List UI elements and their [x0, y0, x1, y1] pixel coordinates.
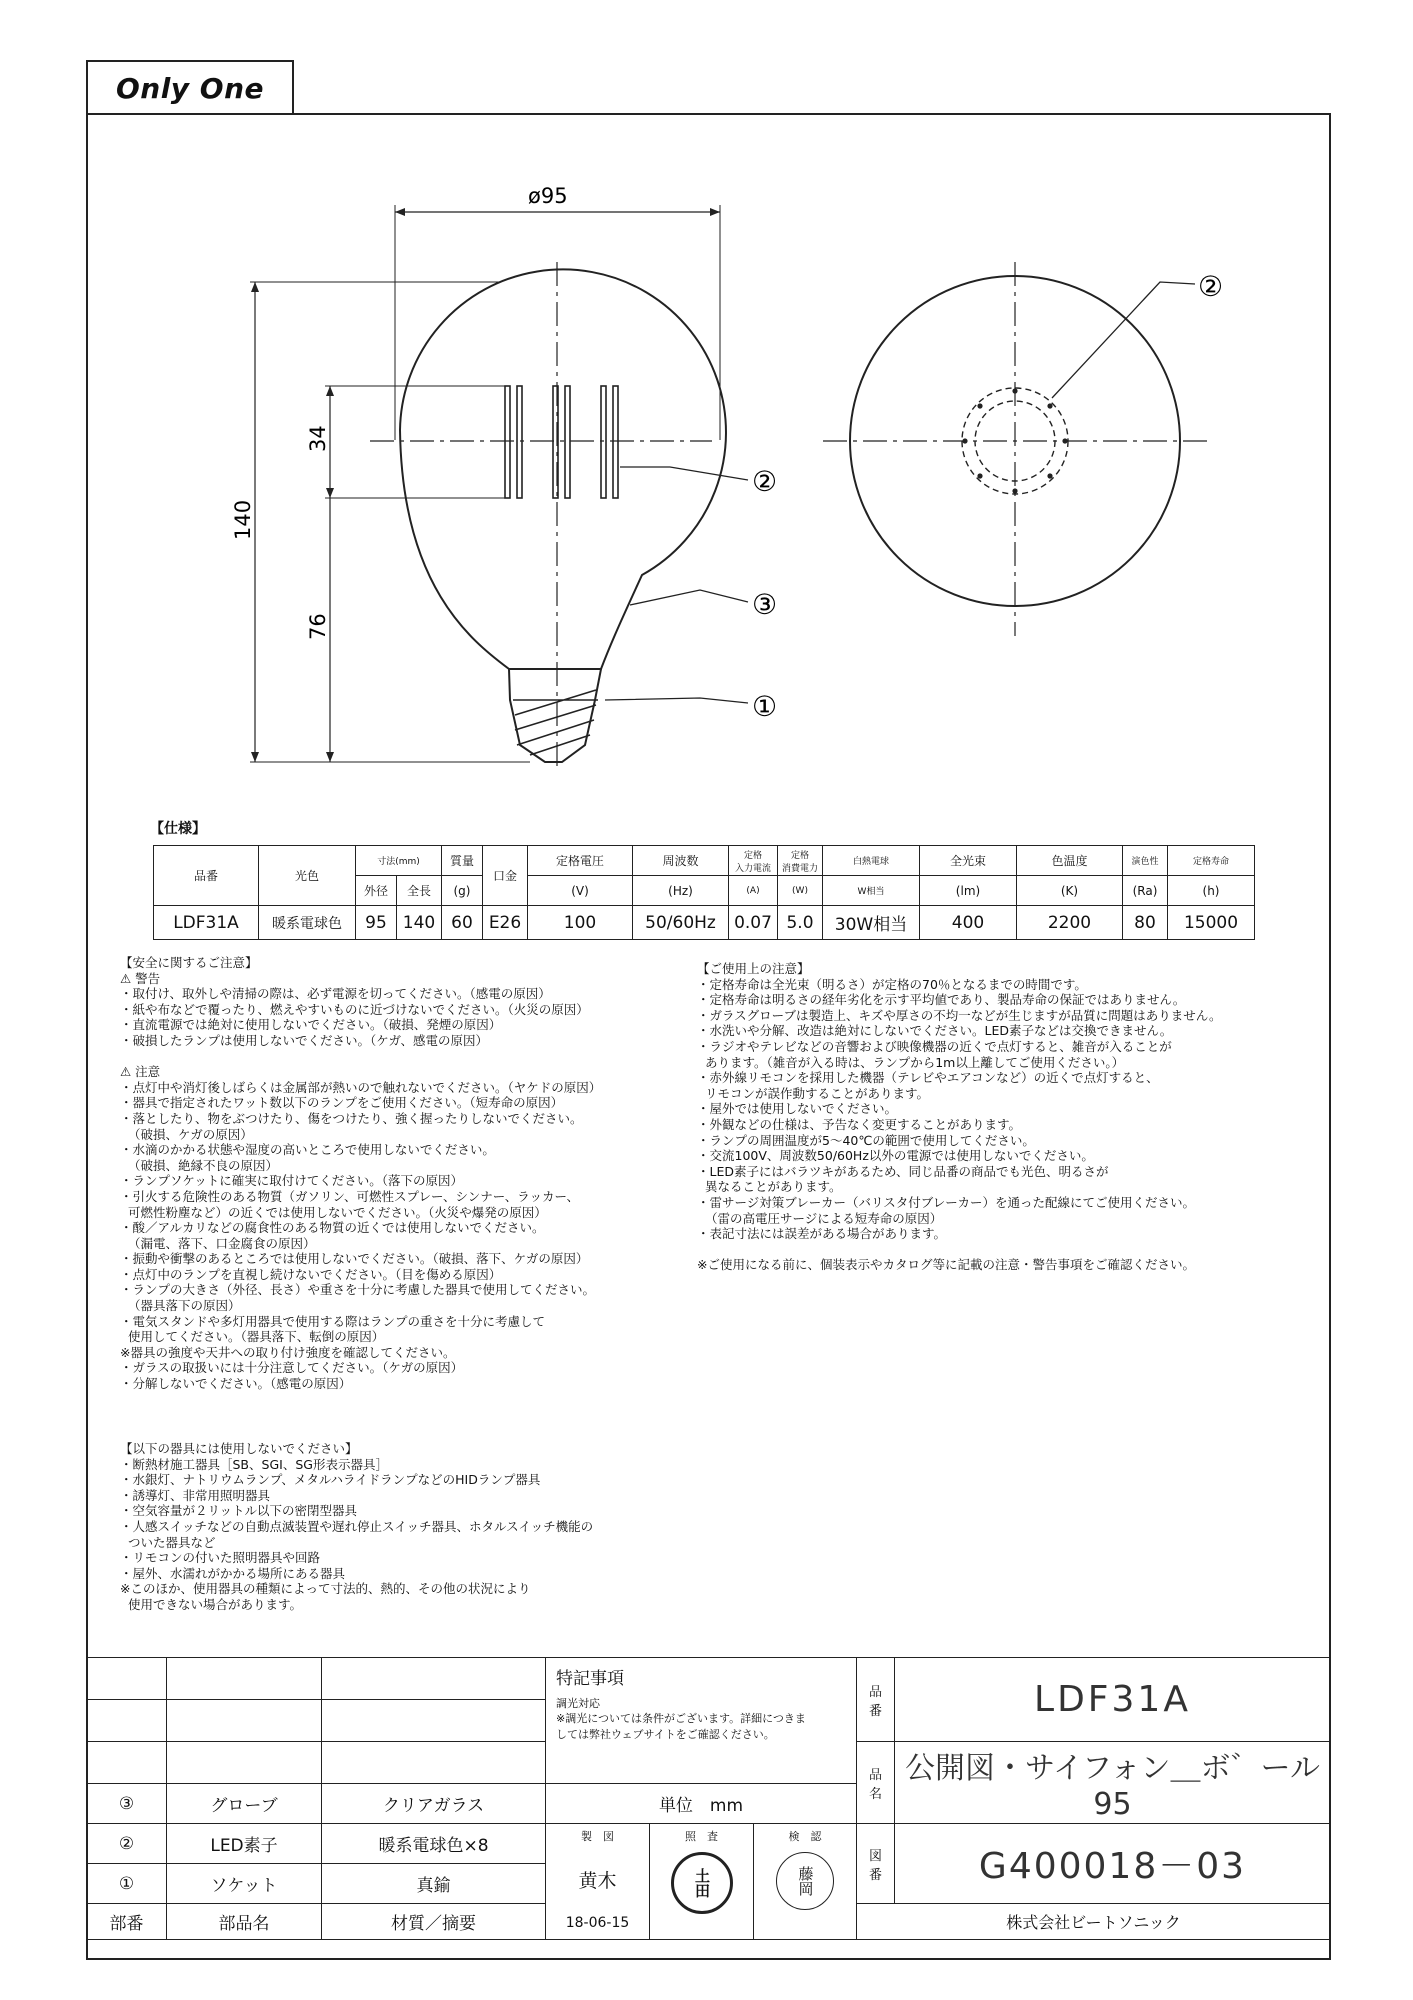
- model-number: LDF31A: [895, 1658, 1331, 1742]
- dim-lower-height: 76: [306, 613, 330, 640]
- hdr-lumen-unit: (lm): [920, 876, 1017, 906]
- model-label: 品 番: [857, 1658, 895, 1742]
- hdr-cri-unit: (Ra): [1123, 876, 1168, 906]
- company-name: 株式会社ビートソニック: [857, 1904, 1331, 1940]
- hdr-power-unit: (W): [778, 876, 823, 906]
- drawing-name: 公開図・サイフォン＿ボ゛ール95: [895, 1742, 1331, 1824]
- special-sub: 調光対応: [556, 1697, 600, 1710]
- approved-cell: [754, 1824, 857, 1940]
- hdr-mass: 質量: [442, 846, 483, 876]
- checked-label: 照 査: [685, 1830, 718, 1843]
- spec-table: [153, 845, 1255, 940]
- drawn-cell: [546, 1824, 650, 1940]
- cell-mass: 60: [442, 906, 483, 940]
- cell-model: LDF31A: [154, 906, 259, 940]
- part-material-1: 真鍮: [322, 1864, 546, 1904]
- part-name-2: LED素子: [167, 1824, 322, 1864]
- cell-cri: 80: [1123, 906, 1168, 940]
- cell-length: 140: [397, 906, 442, 940]
- hdr-life: 定格寿命: [1168, 846, 1255, 876]
- part-no-2: ②: [87, 1824, 167, 1864]
- hdr-freq: 周波数: [633, 846, 729, 876]
- part-name-1: ソケット: [167, 1864, 322, 1904]
- name-label: 品 名: [857, 1742, 895, 1824]
- technical-drawing: [0, 0, 1413, 820]
- cell-power: 5.0: [778, 906, 823, 940]
- callout-1: ①: [752, 690, 778, 723]
- cell-equiv: 30W相当: [823, 906, 920, 940]
- led-filaments: [505, 386, 618, 498]
- hdr-model: 品番: [154, 846, 259, 906]
- part-material-3: クリアガラス: [322, 1784, 546, 1824]
- approved-seal: 藤岡: [776, 1852, 834, 1910]
- spec-title: 【仕様】: [150, 821, 206, 837]
- hdr-current-unit: (A): [729, 876, 778, 906]
- col-part-name: 部品名: [167, 1904, 322, 1940]
- callout-2-top: ②: [1198, 270, 1224, 303]
- dim-total-height: 140: [231, 499, 255, 540]
- brand-logo: Only One: [115, 72, 265, 105]
- prohibited-notes: 【以下の器具には使用しないでください】 ・断熱材施工器具［SB、SGI、SG形表示器具］ ・水銀灯、ナトリウムランプ、メタルハライドランプなどのHIDランプ器具 ・誘導灯、非常用照明器具 ・空気容量が２リットル以下の密閉型器具 ・人感スイッチなどの自動点滅装置や遅れ停止スイッチ器具、ホタルスイッチ機能の ついた器具など ・リモコンの付いた照明器具や回路 ・屋外、水濡れがかかる場所にある器具 ※このほか、使用器具の種類によって寸法的、熱的、その他の状況により 使用できない場合があります。: [120, 1441, 594, 1612]
- part-no-1: ①: [87, 1864, 167, 1904]
- hdr-base: 口金: [483, 846, 528, 906]
- hdr-lumen: 全光束: [920, 846, 1017, 876]
- unit: 単位 mm: [546, 1784, 857, 1824]
- bulb-base: [509, 669, 601, 762]
- hdr-color: 光色: [259, 846, 356, 906]
- dim-filament-height: 34: [306, 425, 330, 452]
- part-name-3: グローブ: [167, 1784, 322, 1824]
- special-title: 特記事項: [556, 1669, 624, 1689]
- hdr-cct-unit: (K): [1017, 876, 1123, 906]
- special-notes: [546, 1658, 857, 1784]
- drawing-number: [895, 1824, 1331, 1904]
- part-material-2: 暖系電球色×8: [322, 1824, 546, 1864]
- hdr-equiv: 白熱電球: [823, 846, 920, 876]
- cell-voltage: 100: [528, 906, 633, 940]
- dim-diameter: ø95: [528, 184, 568, 208]
- hdr-cct: 色温度: [1017, 846, 1123, 876]
- usage-notes: 【ご使用上の注意】 ・定格寿命は全光束（明るさ）が定格の70％となるまでの時間です。 ・定格寿命は明るさの経年劣化を示す平均値であり、製品寿命の保証ではありません。 ・ガラスグローブは製造上、キズや厚さの不均一などが生じますが品質に問題はありません。 ・水洗いや分解、改造は絶対にしないでください。LED素子などは交換できません。 ・ラジオやテレビなどの音響および映像機器の近くで点灯すると、雑音が入ることが あります。（雑音が入る時は、ランプから1m以上離してご使用ください。） ・赤外線リモコンを採用した機器（テレビやエアコンなど）の近くで点灯すると、 リモコンが誤作動することがあります。 ・屋外では使用しないでください。 ・外観などの仕様は、予告なく変更することがあります。 ・ランプの周囲温度が5～40℃の範囲で使用してください。 ・交流100V、周波数50/60Hz以外の電源では使用しないでください。 ・LED素子にはバラツキがあるため、同じ品番の商品でも光色、明るさが 異なることがあります。 ・雷サージ対策ブレーカー（バリスタ付ブレーカー）を通った配線にてご使用ください。 （雷の高電圧サージによる短寿命の原因） ・表記寸法には誤差がある場合があります。 ※ご使用になる前に、個装表示やカタログ等に記載の注意・警告事項をご確認ください。: [697, 961, 1222, 1273]
- cell-life: 15000: [1168, 906, 1255, 940]
- hdr-length: 全長: [397, 876, 442, 906]
- drawing-number-text: G400018－03: [978, 1846, 1247, 1887]
- cell-lumen: 400: [920, 906, 1017, 940]
- hdr-mass-unit: (g): [442, 876, 483, 906]
- cell-outer: 95: [356, 906, 397, 940]
- dwg-label: 図 番: [857, 1824, 895, 1904]
- hdr-cri: 演色性: [1123, 846, 1168, 876]
- callout-3: ③: [752, 588, 778, 621]
- hdr-size: 寸法(mm): [356, 846, 442, 876]
- col-material: 材質／摘要: [322, 1904, 546, 1940]
- bulb-outline: [400, 269, 726, 669]
- drawn-label: 製 図: [581, 1830, 614, 1843]
- hdr-power: 定格 消費電力: [778, 846, 823, 876]
- hdr-equiv-unit: W相当: [823, 876, 920, 906]
- col-part-no: 部番: [87, 1904, 167, 1940]
- callout-2: ②: [752, 465, 778, 498]
- hdr-voltage-unit: (V): [528, 876, 633, 906]
- hdr-voltage: 定格電圧: [528, 846, 633, 876]
- hdr-current: 定格 入力電流: [729, 846, 778, 876]
- cell-base: E26: [483, 906, 528, 940]
- special-body: ※調光については条件がございます。詳細につきま しては弊社ウェブサイトをご確認ください。: [556, 1712, 806, 1741]
- approved-label: 検 認: [788, 1830, 822, 1843]
- hdr-outer: 外径: [356, 876, 397, 906]
- checked-seal: 土田: [671, 1852, 733, 1914]
- cell-color: 暖系電球色: [259, 906, 356, 940]
- hdr-freq-unit: (Hz): [633, 876, 729, 906]
- drawn-name: 黄木: [578, 1870, 617, 1892]
- checked-cell: [650, 1824, 754, 1940]
- hdr-life-unit: (h): [1168, 876, 1255, 906]
- cell-cct: 2200: [1017, 906, 1123, 940]
- safety-notes: 【安全に関するご注意】 ⚠ 警告 ・取付け、取外しや清掃の際は、必ず電源を切ってください。（感電の原因） ・紙や布などで覆ったり、燃えやすいものに近づけないでください。（火災の原因） ・直流電源では絶対に使用しないでください。（破損、発煙の原因） ・破損したランプは使用しないでください。（ケガ、感電の原因） ⚠ 注意 ・点灯中や消灯後しばらくは金属部が熱いので触れないでください。（ヤケドの原因） ・器具で指定されたワット数以下のランプをご使用ください。（短寿命の原因） ・落としたり、物をぶつけたり、傷をつけたり、強く握ったりしないでください。 （破損、ケガの原因） ・水滴のかかる状態や湿度の高いところで使用しないでください。 （破損、絶縁不良の原因） ・ランプソケットに確実に取付けてください。（落下の原因） ・引火する危険性のある物質（ガソリン、可燃性スプレー、シンナー、ラッカー、 可燃性粉塵など）の近くでは使用しないでください。（火災や爆発の原因） ・酸／アルカリなどの腐食性のある物質の近くでは使用しないでください。 （漏電、落下、口金腐食の原因） ・振動や衝撃のあるところでは使用しないでください。（破損、落下、ケガの原因） ・点灯中のランプを直視し続けないでください。（目を傷める原因） ・ランプの大きさ（外径、長さ）や重さを十分に考慮した器具で使用してください。 （器具落下の原因） ・電気スタンドや多灯用器具で使用する際はランプの重さを十分に考慮して 使用してください。（器具落下、転倒の原因） ※器具の強度や天井への取り付け強度を確認してください。 ・ガラスの取扱いには十分注意してください。（ケガの原因） ・分解しないでください。（感電の原因）: [120, 955, 602, 1392]
- title-block: [86, 1657, 1331, 1940]
- part-no-3: ③: [87, 1784, 167, 1824]
- drawn-date: 18-06-15: [565, 1915, 630, 1931]
- cell-freq: 50/60Hz: [633, 906, 729, 940]
- cell-current: 0.07: [729, 906, 778, 940]
